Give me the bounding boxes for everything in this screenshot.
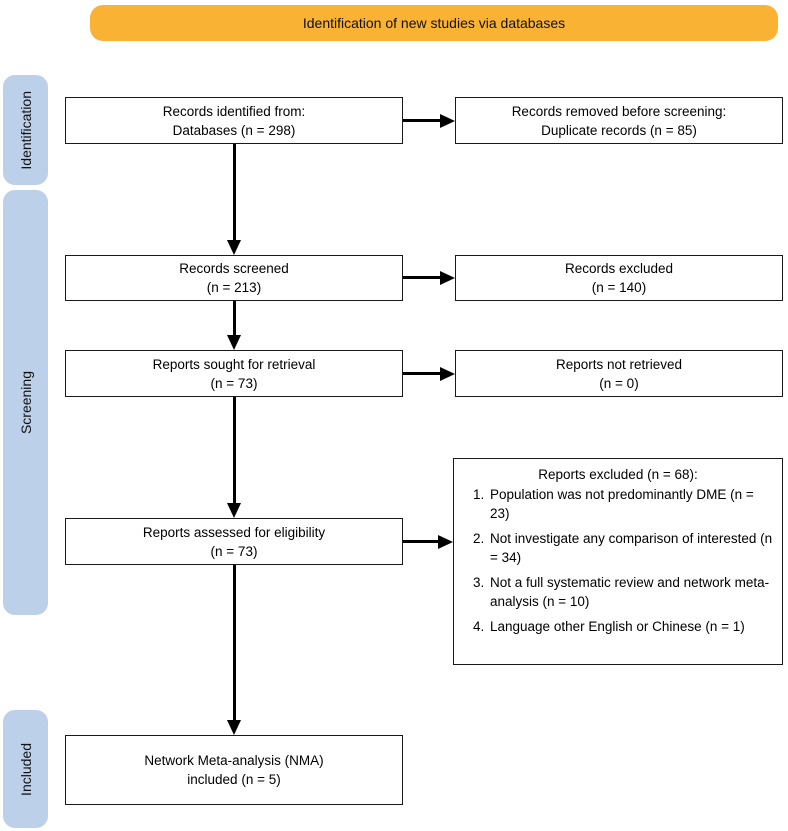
arrow-screened-to-sought [233, 301, 236, 337]
stage-label-identification: Identification [17, 90, 34, 170]
arrow-assessed-to-nma [233, 565, 236, 722]
box-text-line: (n = 0) [599, 375, 639, 391]
exclusion-reason-item: 2. Not investigate any comparison of interested (n = 34) [488, 529, 774, 567]
box-records-identified [65, 97, 403, 144]
box-text-line: (n = 140) [591, 280, 647, 295]
arrowhead-down-icon [227, 720, 241, 735]
reasons-header: Reports excluded (n = 68): [538, 467, 698, 482]
banner-label: Identification of new studies via databases [302, 15, 566, 31]
arrowhead-right-icon [440, 367, 455, 381]
exclusion-reason-item: 3. Not a full systematic review and network meta-analysis (n = 10) [488, 573, 774, 611]
box-text-line: Network Meta-analysis (NMA) [144, 753, 324, 768]
arrowhead-down-icon [227, 335, 241, 350]
arrowhead-right-icon [438, 535, 453, 549]
box-reports-assessed-for-eligibility [65, 518, 403, 565]
box-text-line: Reports assessed for eligibility [142, 524, 326, 540]
arrow-identified-to-removed [403, 119, 441, 122]
box-records-excluded [455, 255, 783, 301]
stage-bar-identification [3, 75, 48, 185]
box-text-line: Records identified from: [162, 103, 306, 119]
box-text-line: (n = 73) [210, 543, 258, 559]
box-text-line: Records excluded [564, 261, 674, 276]
arrow-sought-to-not-retrieved [403, 372, 441, 375]
box-reports-sought-for-retrieval [65, 350, 403, 397]
stage-label-screening: Screening [17, 370, 34, 435]
box-text-line: (n = 73) [210, 375, 258, 391]
exclusion-reason-item: 4. Language other English or Chinese (n = 1) [488, 617, 774, 636]
box-text-line: (n = 213) [206, 280, 262, 295]
box-reports-excluded-reasons [453, 458, 783, 665]
box-text-line: included (n = 5) [187, 772, 281, 787]
box-reports-not-retrieved [455, 350, 783, 397]
box-nma-included [65, 735, 403, 805]
box-text-line: Reports sought for retrieval [152, 356, 316, 372]
box-text-line: Records removed before screening: [511, 103, 727, 119]
stage-label-included: Included [17, 742, 34, 796]
stage-bar-screening [3, 190, 48, 615]
exclusion-reason-list [462, 485, 774, 642]
arrow-sought-to-assessed [233, 397, 236, 505]
banner-identification-via-databases [90, 5, 778, 41]
box-text-line: Databases (n = 298) [172, 122, 296, 138]
arrow-identified-to-screened [233, 144, 236, 242]
arrow-assessed-to-excluded-reasons [403, 540, 439, 543]
stage-bar-included [3, 710, 48, 828]
box-text-line: Duplicate records (n = 85) [541, 122, 697, 138]
arrowhead-right-icon [440, 271, 455, 285]
box-text-line: Records screened [179, 261, 289, 276]
box-text-line: Reports not retrieved [555, 356, 683, 372]
arrowhead-right-icon [440, 114, 455, 128]
box-records-removed-before-screening [455, 97, 783, 144]
exclusion-reason-item: 1. Population was not predominantly DME (n = 23) [488, 485, 774, 523]
arrow-screened-to-excluded [403, 276, 441, 279]
box-records-screened [65, 255, 403, 301]
arrowhead-down-icon [227, 240, 241, 255]
arrowhead-down-icon [227, 503, 241, 518]
